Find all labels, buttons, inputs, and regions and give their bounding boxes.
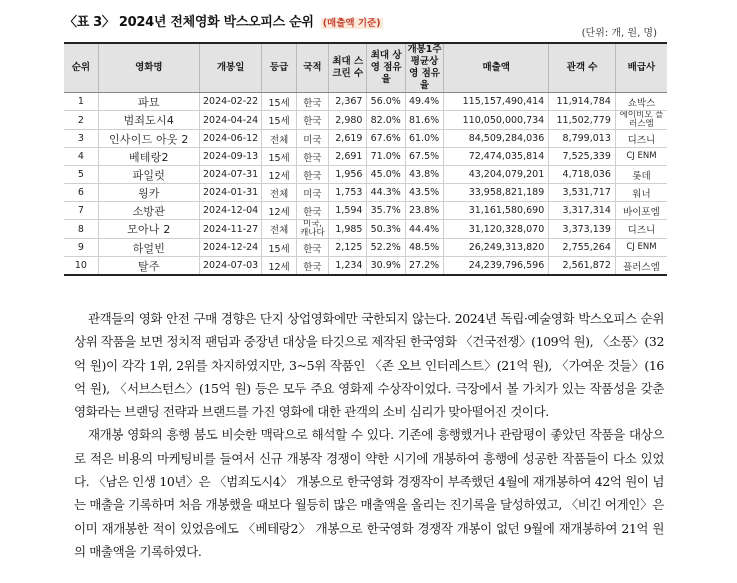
table-row xyxy=(64,220,667,239)
table-cell: 2024-06-12 xyxy=(199,130,262,148)
table-cell: 2,125 xyxy=(329,239,367,257)
table-cell: 52.2% xyxy=(367,239,405,257)
table-cell: 2024-04-24 xyxy=(199,111,262,130)
table-cell: 3 xyxy=(64,130,98,148)
table-row xyxy=(64,130,667,148)
table-cell: 바이포엠 xyxy=(615,202,667,220)
table-cell: 35.7% xyxy=(367,202,405,220)
table-cell: 3,317,314 xyxy=(549,202,616,220)
column-header: 개봉일 xyxy=(199,43,262,93)
table-body xyxy=(64,93,667,276)
table-cell: 2 xyxy=(64,111,98,130)
column-header: 관객 수 xyxy=(549,43,616,93)
table-cell: 56.0% xyxy=(367,93,405,111)
table-cell: 44.4% xyxy=(405,220,443,239)
table-cell: 소방관 xyxy=(98,202,199,220)
table-cell: 43,204,079,201 xyxy=(444,166,549,184)
table-cell: 30.9% xyxy=(367,257,405,276)
table-cell: 71.0% xyxy=(367,148,405,166)
table-cell: 1,753 xyxy=(329,184,367,202)
header-row xyxy=(64,43,667,93)
table-cell: 2024-09-13 xyxy=(199,148,262,166)
column-header: 순위 xyxy=(64,43,98,93)
table-cell: 61.0% xyxy=(405,130,443,148)
table-cell: 44.3% xyxy=(367,184,405,202)
table-cell: 한국 xyxy=(296,202,328,220)
table-cell: 5 xyxy=(64,166,98,184)
table-cell: 범죄도시4 xyxy=(98,111,199,130)
body-text xyxy=(74,307,664,563)
table-cell: 웡카 xyxy=(98,184,199,202)
table-cell: 7 xyxy=(64,202,98,220)
table-cell: 15세 xyxy=(262,93,296,111)
table-title: 〈표 3〉 2024년 전체영화 박스오피스 순위 xyxy=(64,15,314,30)
table-cell: 49.4% xyxy=(405,93,443,111)
table-cell: 1,234 xyxy=(329,257,367,276)
column-header: 영화명 xyxy=(98,43,199,93)
table-row xyxy=(64,166,667,184)
table-cell: 12세 xyxy=(262,257,296,276)
table-cell: 한국 xyxy=(296,239,328,257)
table-cell: 82.0% xyxy=(367,111,405,130)
column-header: 매출액 xyxy=(444,43,549,93)
table-cell: 2024-02-22 xyxy=(199,93,262,111)
table-cell: 1,985 xyxy=(329,220,367,239)
table-row xyxy=(64,257,667,276)
table-cell: 미국 xyxy=(296,184,328,202)
table-cell: 파일럿 xyxy=(98,166,199,184)
table-cell: 디즈니 xyxy=(615,130,667,148)
table-cell: 15세 xyxy=(262,148,296,166)
table-caption xyxy=(64,11,664,31)
column-header: 배급사 xyxy=(615,43,667,93)
table-cell: 6 xyxy=(64,184,98,202)
table-cell: 4,718,036 xyxy=(549,166,616,184)
table-row xyxy=(64,239,667,257)
column-header: 등급 xyxy=(262,43,296,93)
table-cell: 미국 xyxy=(296,130,328,148)
table-cell: 15세 xyxy=(262,239,296,257)
table-cell: 쇼박스 xyxy=(615,93,667,111)
table-cell: 한국 xyxy=(296,148,328,166)
table-cell: 2024-01-31 xyxy=(199,184,262,202)
table-cell: 7,525,339 xyxy=(549,148,616,166)
box-office-table xyxy=(64,42,667,276)
table-cell: 1,956 xyxy=(329,166,367,184)
table-cell: 4 xyxy=(64,148,98,166)
table-cell: 1 xyxy=(64,93,98,111)
table-cell: 23.8% xyxy=(405,202,443,220)
table-cell: 11,914,784 xyxy=(549,93,616,111)
table-cell: 115,157,490,414 xyxy=(444,93,549,111)
table-cell: 31,120,328,070 xyxy=(444,220,549,239)
table-cell: 베테랑2 xyxy=(98,148,199,166)
table-cell: 84,509,284,036 xyxy=(444,130,549,148)
table-cell: 67.5% xyxy=(405,148,443,166)
table-cell: 탈주 xyxy=(98,257,199,276)
table-cell: 에이비오 플러스엠 xyxy=(615,111,667,130)
table-row xyxy=(64,184,667,202)
table-cell: 2024-12-04 xyxy=(199,202,262,220)
table-cell: 2,980 xyxy=(329,111,367,130)
table-cell: 110,050,000,734 xyxy=(444,111,549,130)
table-cell: 2,619 xyxy=(329,130,367,148)
table-cell: 3,531,717 xyxy=(549,184,616,202)
table-header xyxy=(64,43,667,93)
table-cell: 67.6% xyxy=(367,130,405,148)
table-cell: 2024-11-27 xyxy=(199,220,262,239)
table-cell: 전체 xyxy=(262,220,296,239)
table-cell: 디즈니 xyxy=(615,220,667,239)
table-cell: 26,249,313,820 xyxy=(444,239,549,257)
table-cell: 9 xyxy=(64,239,98,257)
column-header: 개봉1주 평균상영 점유율 xyxy=(405,43,443,93)
table-subtitle: (매출액 기준) xyxy=(322,18,381,29)
table-cell: 한국 xyxy=(296,257,328,276)
table-cell: 워너 xyxy=(615,184,667,202)
table-cell: 50.3% xyxy=(367,220,405,239)
table-cell: 81.6% xyxy=(405,111,443,130)
table-cell: 플러스엠 xyxy=(615,257,667,276)
table-cell: 10 xyxy=(64,257,98,276)
table-cell: 1,594 xyxy=(329,202,367,220)
table-cell: 2024-12-24 xyxy=(199,239,262,257)
table-cell: CJ ENM xyxy=(615,148,667,166)
table-cell: 롯데 xyxy=(615,166,667,184)
table-cell: 2024-07-03 xyxy=(199,257,262,276)
table-cell: 33,958,821,189 xyxy=(444,184,549,202)
table-cell: 43.8% xyxy=(405,166,443,184)
table-cell: 24,239,796,596 xyxy=(444,257,549,276)
table-cell: 2,755,264 xyxy=(549,239,616,257)
paragraph: 관객들의 영화 안전 구매 경향은 단지 상업영화에만 국한되지 않는다. 2024년 독립·예술영화 박스오피스 순위 상위 작품을 보면 정치적 팬덤과 중장년 대상을 타깃으로 제작된 한국영화 〈건국전쟁〉(109억 원), 〈소풍〉(32억 원)이 각각 1위, 2위를 차지하였지만, 3~5위 작품인 〈존 오브 인터레스트〉(21억 원), 〈가여운 것들〉(16억 원), 〈서브스턴스〉(15억 원) 등은 모두 주요 영화제 수상작이었다. 극장에서 볼 가치가 있는 작품성을 갖춘 영화라는 브랜딩 전략과 브랜드를 가진 영화에 대한 관객의 소비 심리가 맞아떨어진 것이다. xyxy=(74,311,664,420)
table-cell: 미국, 캐나다 xyxy=(296,220,328,239)
table-cell: 전체 xyxy=(262,130,296,148)
table-cell: 72,474,035,814 xyxy=(444,148,549,166)
table-row xyxy=(64,202,667,220)
table-cell: 파묘 xyxy=(98,93,199,111)
table-row xyxy=(64,93,667,111)
table-cell: 2024-07-31 xyxy=(199,166,262,184)
table-cell: 2,691 xyxy=(329,148,367,166)
column-header: 국적 xyxy=(296,43,328,93)
table-cell: 3,373,139 xyxy=(549,220,616,239)
table-cell: 43.5% xyxy=(405,184,443,202)
table-cell: 12세 xyxy=(262,166,296,184)
paragraph: 재개봉 영화의 흥행 붐도 비슷한 맥락으로 해석할 수 있다. 기존에 흥행했거나 관람평이 좋았던 작품을 대상으로 적은 비용의 마케팅비를 들여서 신규 개봉작 경쟁이 약한 시기에 개봉하여 흥행에 성공한 작품들이 다소 있었다. 〈남은 인생 10년〉은 〈범죄도시4〉 개봉으로 한국영화 경쟁작이 부족했던 4월에 재개봉하여 42억 원이 넘는 매출을 기록하며 처음 개봉했을 때보다 월등히 많은 매출액을 올리는 진기록을 달성하였고, 〈비긴 어게인〉은 이미 재개봉한 적이 있었음에도 〈베테랑2〉 개봉으로 한국영화 경쟁작 개봉이 없던 9월에 재개봉하여 21억 원의 매출액을 기록하였다. xyxy=(74,427,664,559)
table-cell: 한국 xyxy=(296,93,328,111)
table-cell: 한국 xyxy=(296,166,328,184)
table-cell: 27.2% xyxy=(405,257,443,276)
table-cell: 전체 xyxy=(262,184,296,202)
table-cell: 11,502,779 xyxy=(549,111,616,130)
table-cell: 하얼빈 xyxy=(98,239,199,257)
table-cell: 모아나 2 xyxy=(98,220,199,239)
table-cell: 2,561,872 xyxy=(549,257,616,276)
table-cell: 한국 xyxy=(296,111,328,130)
table-row xyxy=(64,111,667,130)
table-cell: 45.0% xyxy=(367,166,405,184)
table-cell: 31,161,580,690 xyxy=(444,202,549,220)
table-cell: 8,799,013 xyxy=(549,130,616,148)
table-cell: 8 xyxy=(64,220,98,239)
table-cell: 12세 xyxy=(262,202,296,220)
table-cell: 인사이드 아웃 2 xyxy=(98,130,199,148)
column-header: 최대 스크린 수 xyxy=(329,43,367,93)
table-cell: 48.5% xyxy=(405,239,443,257)
table-cell: 2,367 xyxy=(329,93,367,111)
table-cell: CJ ENM xyxy=(615,239,667,257)
table-row xyxy=(64,148,667,166)
table-cell: 15세 xyxy=(262,111,296,130)
column-header: 최대 상영 점유율 xyxy=(367,43,405,93)
unit-note: (단위: 개, 원, 명) xyxy=(581,28,657,39)
